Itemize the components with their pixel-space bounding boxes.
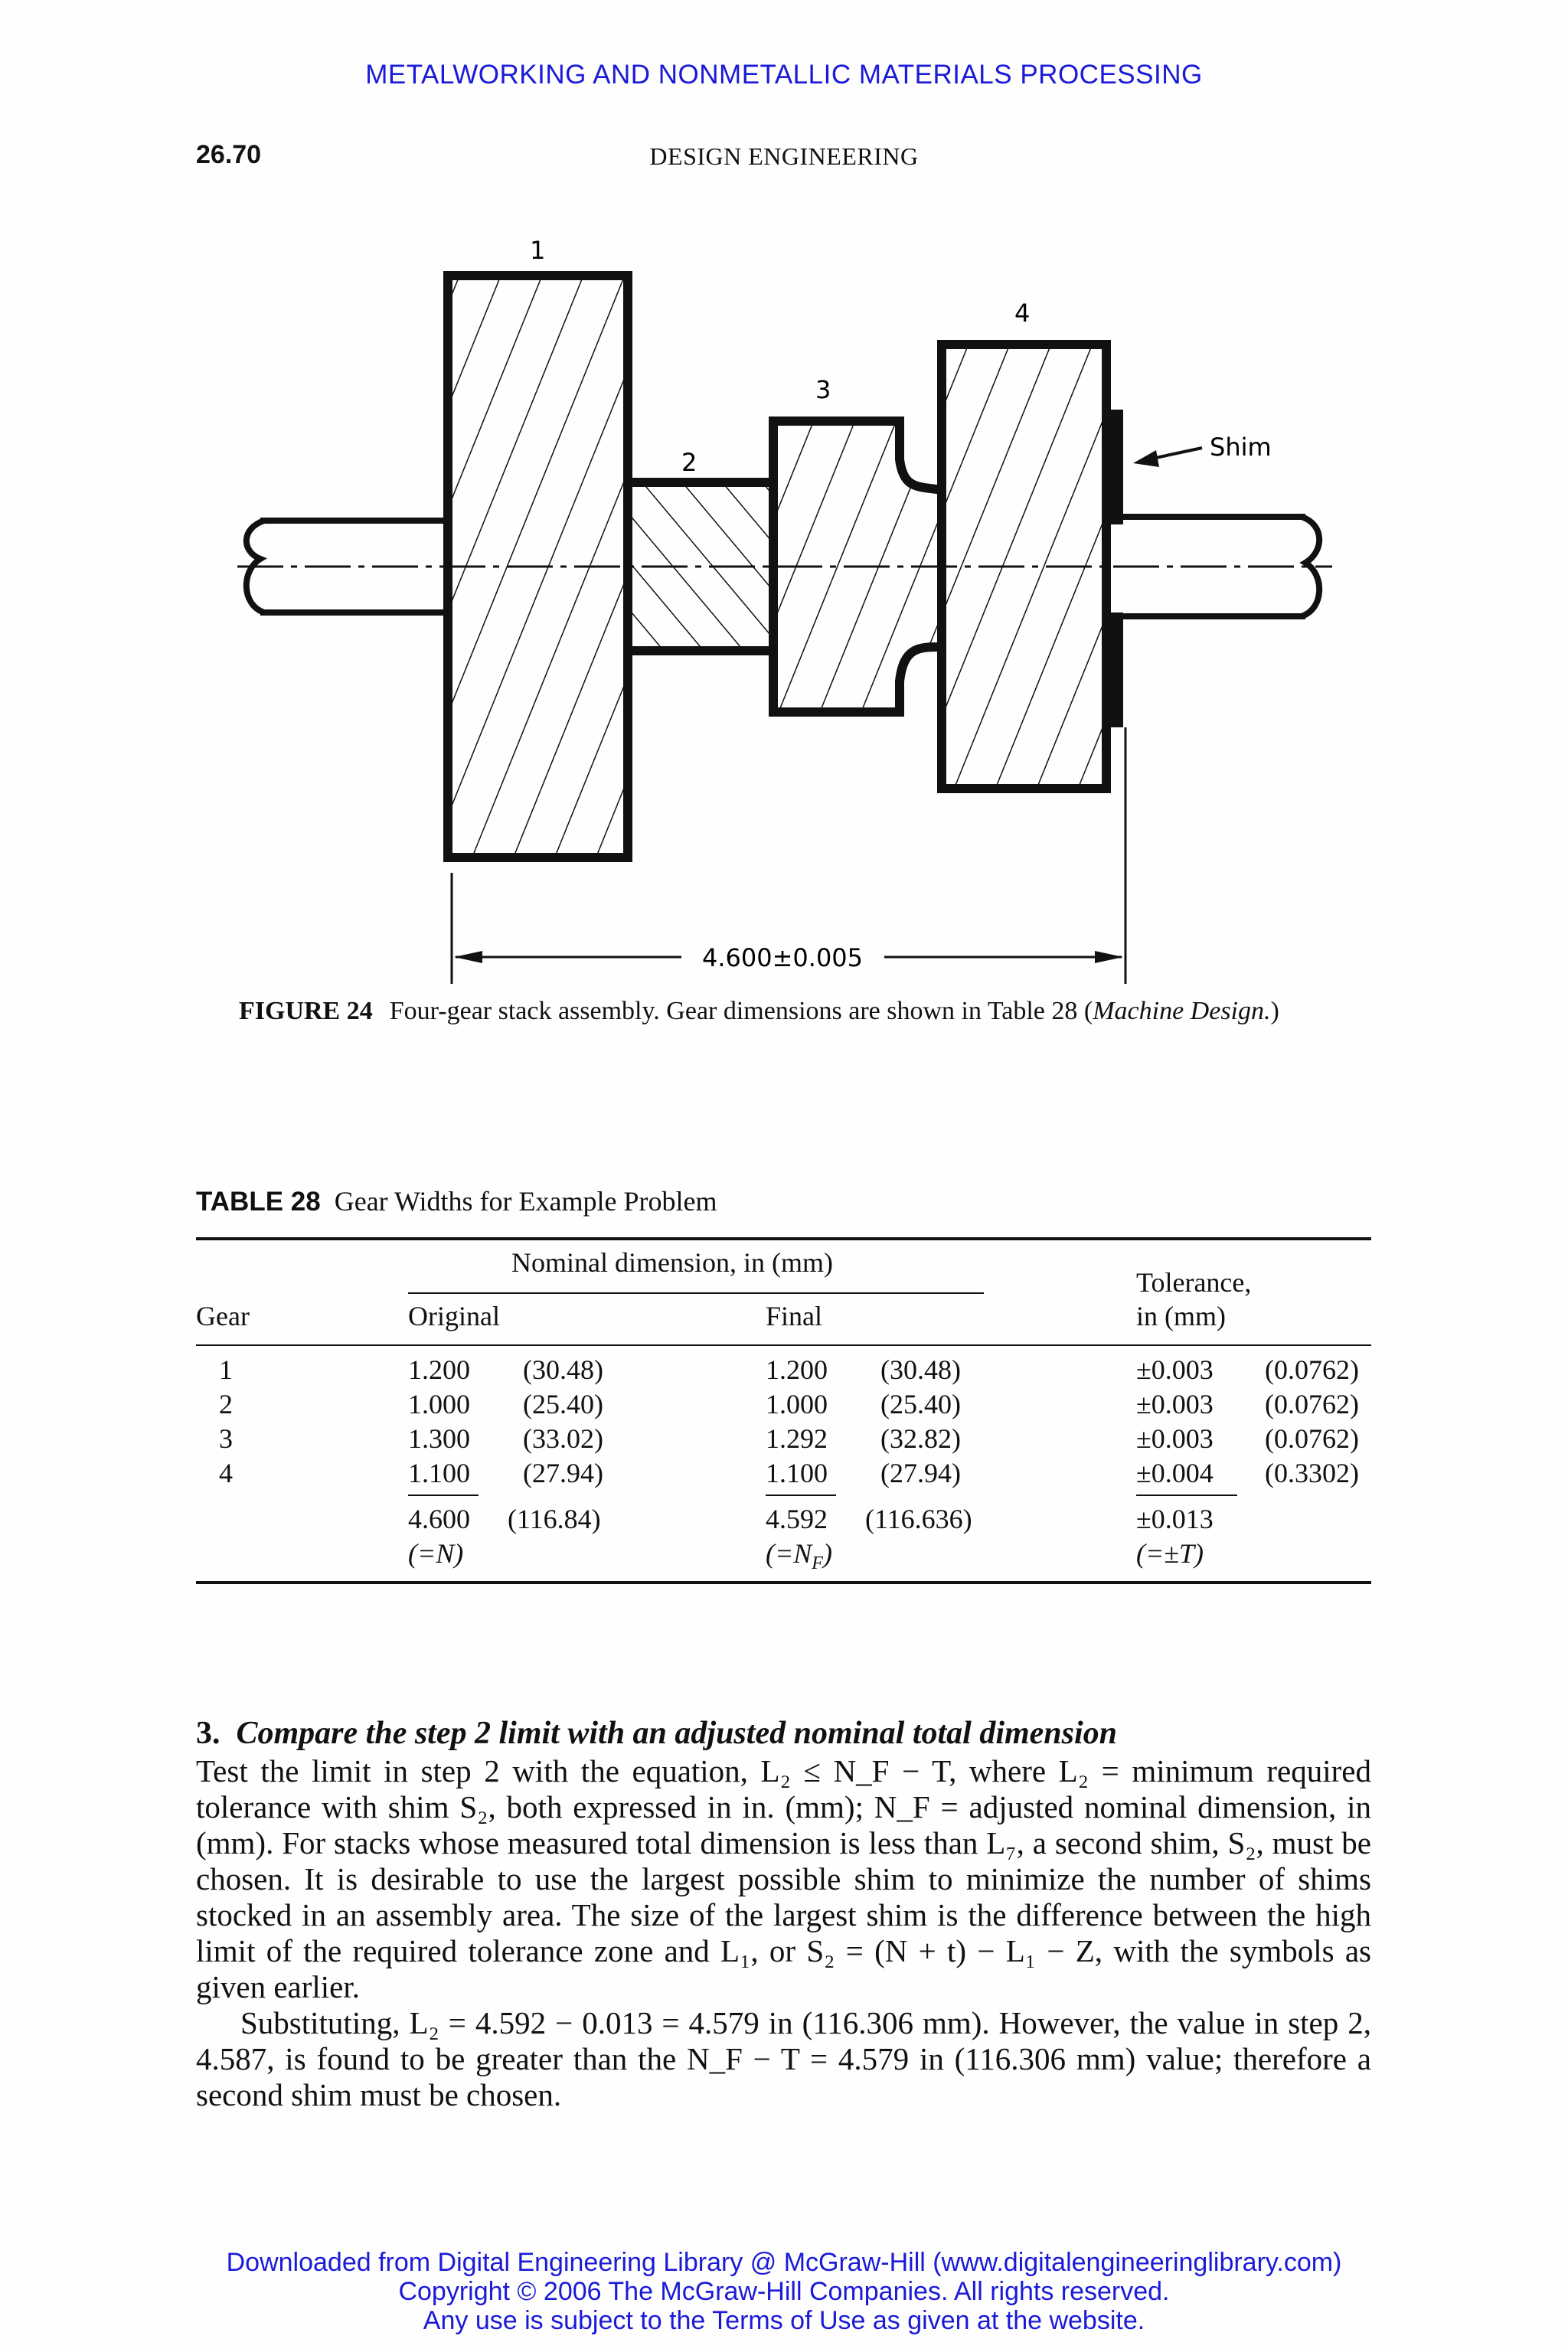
gear-label-1: 1 xyxy=(530,236,546,265)
row-gear: 2 xyxy=(219,1389,233,1419)
row-final-mm: (30.48) xyxy=(880,1354,961,1385)
row-final-mm: (32.82) xyxy=(880,1423,961,1454)
row-gear: 4 xyxy=(219,1458,233,1488)
gear-label-3: 3 xyxy=(815,375,831,404)
section-title: Compare the step 2 limit with an adjusted nominal total dimension xyxy=(236,1716,1118,1751)
sum-rule-final xyxy=(766,1494,836,1496)
row-gear: 3 xyxy=(219,1423,233,1454)
total-orig-symbol: (=N) xyxy=(408,1538,464,1569)
gear-label-2: 2 xyxy=(681,448,697,477)
col-gear: Gear xyxy=(196,1301,250,1331)
header-group: Nominal dimension, in (mm) xyxy=(511,1247,833,1278)
total-final-in: 4.592 xyxy=(766,1504,828,1534)
paragraph: Substituting, L₂ = 4.592 − 0.013 = 4.579 in (116.306 mm). However, the value in step 2, 4.587, is found to be greater than the N_F − T = 4.579 in (116.306 mm) value; therefore a second shim must be chosen. xyxy=(196,2005,1371,2112)
section-number: 3. xyxy=(196,1716,220,1751)
row-tol-in: ±0.004 xyxy=(1136,1458,1214,1488)
gear-2 xyxy=(628,482,773,651)
row-tol-in: ±0.003 xyxy=(1136,1354,1214,1385)
total-tol-symbol: (=±T) xyxy=(1136,1538,1204,1569)
row-final-in: 1.100 xyxy=(766,1458,828,1488)
body-text xyxy=(196,1753,1371,2113)
row-final-in: 1.000 xyxy=(766,1389,828,1419)
row-tol-mm: (0.0762) xyxy=(1265,1354,1359,1385)
figure-caption xyxy=(239,995,1341,1027)
row-final-in: 1.292 xyxy=(766,1423,828,1454)
gear-label-4: 4 xyxy=(1014,299,1031,328)
row-orig-in: 1.100 xyxy=(408,1458,470,1488)
footer-terms: Any use is subject to the Terms of Use as given at the website. xyxy=(423,2306,1145,2335)
row-tol-in: ±0.003 xyxy=(1136,1389,1214,1419)
table-label: TABLE 28 xyxy=(196,1187,321,1217)
row-tol-mm: (0.0762) xyxy=(1265,1423,1359,1454)
sum-rule-tolerance xyxy=(1136,1494,1237,1496)
gear-stack-figure xyxy=(230,230,1348,995)
row-final-mm: (25.40) xyxy=(880,1389,961,1419)
table-title-text: Gear Widths for Example Problem xyxy=(334,1186,717,1217)
caption-close: ) xyxy=(1270,997,1279,1025)
total-final-mm: (116.636) xyxy=(865,1504,972,1534)
shim-label: Shim xyxy=(1210,433,1272,462)
col-original: Original xyxy=(408,1301,500,1331)
row-orig-mm: (33.02) xyxy=(523,1423,603,1454)
header-group-rule xyxy=(408,1292,984,1294)
gear-4 xyxy=(942,345,1106,789)
total-tol-in: ±0.013 xyxy=(1136,1504,1214,1534)
row-orig-mm: (30.48) xyxy=(523,1354,603,1385)
row-tol-mm: (0.0762) xyxy=(1265,1389,1359,1419)
gear-1 xyxy=(448,276,628,858)
footer-download-link[interactable]: Downloaded from Digital Engineering Library @ McGraw-Hill (www.digitalengineeringlibrary.com) xyxy=(226,2248,1342,2277)
figure-label: FIGURE 24 xyxy=(239,997,373,1025)
caption-text: Four-gear stack assembly. Gear dimensions are shown in Table 28 ( xyxy=(389,997,1093,1025)
table-top-rule xyxy=(196,1237,1371,1240)
footer xyxy=(0,2248,1568,2335)
section-heading xyxy=(196,1715,1117,1752)
row-tol-mm: (0.3302) xyxy=(1265,1458,1359,1488)
row-orig-in: 1.200 xyxy=(408,1354,470,1385)
page-number: 26.70 xyxy=(196,140,262,169)
col-final: Final xyxy=(766,1301,823,1331)
section-banner: METALWORKING AND NONMETALLIC MATERIALS PROCESSING xyxy=(365,60,1203,90)
row-orig-in: 1.000 xyxy=(408,1389,470,1419)
total-final-symbol: $(=N_F)$ xyxy=(766,1538,832,1574)
header-rule xyxy=(196,1344,1371,1346)
total-orig-mm: (116.84) xyxy=(508,1504,601,1534)
footer-copyright: Copyright © 2006 The McGraw-Hill Companies. All rights reserved. xyxy=(398,2277,1170,2306)
row-tol-in: ±0.003 xyxy=(1136,1423,1214,1454)
table-bottom-rule xyxy=(196,1581,1371,1584)
gear-3 xyxy=(773,421,942,712)
row-orig-mm: (27.94) xyxy=(523,1458,603,1488)
running-head: DESIGN ENGINEERING xyxy=(649,142,919,170)
row-orig-in: 1.300 xyxy=(408,1423,470,1454)
col-tolerance: Tolerance, xyxy=(1136,1267,1252,1298)
table-title xyxy=(196,1185,717,1217)
row-gear: 1 xyxy=(219,1354,233,1385)
sum-rule-original xyxy=(408,1494,479,1496)
row-final-mm: (27.94) xyxy=(880,1458,961,1488)
row-final-in: 1.200 xyxy=(766,1354,828,1385)
row-orig-mm: (25.40) xyxy=(523,1389,603,1419)
dimension-label: 4.600±0.005 xyxy=(701,943,864,972)
total-orig-in: 4.600 xyxy=(408,1504,470,1534)
caption-source: Machine Design. xyxy=(1093,997,1271,1025)
paragraph: Test the limit in step 2 with the equation, L₂ ≤ N_F − T, where L₂ = minimum required tolerance with shim S₂, both expressed in in. (mm); N_F = adjusted nominal dimension, in (mm). For stacks whose measured total dimension is less than L₇, a second shim, S₂, must be chosen. It is desirable to use the largest possible shim to minimize the number of shims stocked in an assembly area. The size of the largest shim is the difference between the high limit of the required tolerance zone and L₁, or S₂ = (N + t) − L₁ − Z, with the symbols as given earlier. xyxy=(196,1753,1371,2004)
col-tolerance-unit: in (mm) xyxy=(1136,1301,1226,1331)
